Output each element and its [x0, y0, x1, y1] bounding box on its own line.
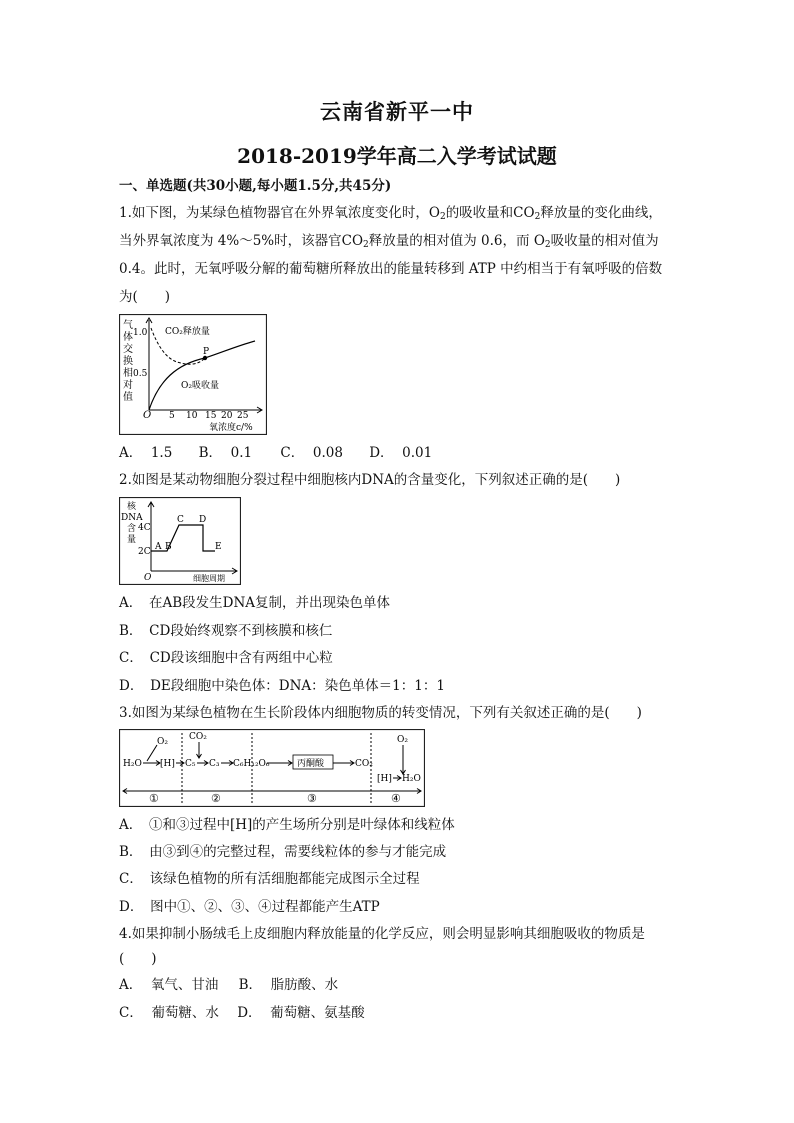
- q1-stem-line3: 0.4。此时，无氧呼吸分解的葡萄糖所释放出的能量转移到 ATP 中约相当于有氧呼吸的倍数: [119, 261, 663, 277]
- svg-text:相: 相: [123, 368, 133, 379]
- q3-pyruvate: 丙酮酸: [297, 759, 325, 769]
- q1-x-tick: 15: [205, 411, 217, 421]
- q1-options: [119, 443, 432, 463]
- q1-option-b[interactable]: B． 0.1: [198, 445, 253, 461]
- q3-o2-right: O₂: [397, 735, 408, 745]
- q1-gas-exchange-figure: [119, 314, 267, 435]
- q3-h2o-right: H₂O: [402, 774, 421, 784]
- q2-point-e: E: [215, 542, 222, 552]
- q1-option-d[interactable]: D． 0.01: [369, 445, 433, 461]
- exam-title: 2018-2019学年高二入学考试试题: [237, 144, 557, 168]
- q2-point-c: C: [177, 515, 184, 525]
- q1-y-tick-1: 1.0: [133, 328, 148, 338]
- q4-stem-blank: ( ): [119, 951, 157, 967]
- q1-co2-label: CO₂释放量: [165, 327, 210, 337]
- q2-y-label-4: 量: [127, 535, 137, 545]
- q2-point-d: D: [199, 515, 207, 525]
- q2-tick-4c: 4C: [138, 523, 151, 533]
- q1-point-p-label: P: [203, 347, 210, 357]
- q1-option-c[interactable]: C． 0.08: [280, 445, 343, 461]
- q3-h2o-left: H₂O: [123, 759, 142, 769]
- q1-y-tick-05: 0.5: [133, 369, 148, 379]
- section-heading: 一、单选题(共30小题,每小题1.5分,共45分): [119, 178, 392, 194]
- q3-option-d[interactable]: D． 图中①、②、③、④过程都能产生ATP: [119, 899, 380, 915]
- q1-stem-line2: 当外界氧浓度为 4%～5%时，该器官$CO_2$释放量的相对值为 0.6，而 $O_2$吸收量的相对值为: [119, 233, 659, 250]
- q4-option-d[interactable]: D． 葡萄糖、氨基酸: [237, 1005, 365, 1021]
- q2-x-axis-label: 细胞周期: [193, 574, 225, 583]
- q3-stage-2: ②: [211, 792, 221, 805]
- q3-c3: C₃: [209, 759, 220, 769]
- q1-y-axis-label: [123, 319, 133, 403]
- q1-x-tick: 10: [186, 411, 198, 421]
- q3-stage-3: ③: [307, 792, 317, 805]
- q3-c5: C₅: [185, 759, 196, 769]
- q2-y-label-2: DNA: [121, 513, 143, 523]
- q1-stem-line1: 1.如下图，为某绿色植物器官在外界氧浓度变化时，$O_2$的吸收量和$CO_2$释放量的变化曲线，: [119, 205, 662, 222]
- q3-co2-top: CO₂: [189, 732, 207, 742]
- q1-origin: O: [143, 410, 152, 421]
- q4-option-c[interactable]: C． 葡萄糖、水: [119, 1005, 219, 1021]
- q2-stem: 2.如图是某动物细胞分裂过程中细胞核内DNA的含量变化，下列叙述正确的是( ): [119, 472, 621, 488]
- svg-text:值: 值: [123, 392, 133, 403]
- q2-origin: O: [144, 573, 152, 583]
- svg-text:对: 对: [123, 380, 133, 391]
- q2-y-label-1: 核: [127, 502, 137, 512]
- q3-glucose: C₆H₁₂O₆: [233, 759, 270, 769]
- q3-co2-right: CO₂: [355, 759, 373, 769]
- q2-option-c[interactable]: C． CD段该细胞中含有两组中心粒: [119, 650, 333, 666]
- q1-stem-line4: 为( ): [119, 289, 171, 305]
- q4-options-row2: [119, 1003, 365, 1023]
- svg-text:交: 交: [123, 344, 133, 355]
- q3-stem: 3.如图为某绿色植物在生长阶段体内细胞物质的转变情况，下列有关叙述正确的是( ): [119, 705, 642, 721]
- q4-stem: 4.如果抑制小肠绒毛上皮细胞内释放能量的化学反应，则会明显影响其细胞吸收的物质是: [119, 926, 645, 942]
- q1-x-tick: 25: [237, 411, 249, 421]
- q1-o2-label: O₂吸收量: [181, 381, 219, 391]
- q1-option-a[interactable]: A． 1.5: [119, 445, 173, 461]
- q2-dna-figure: [119, 497, 241, 585]
- q3-metabolism-figure: [119, 729, 425, 807]
- q2-point-a: A: [155, 542, 162, 552]
- q2-option-b[interactable]: B． CD段始终观察不到核膜和核仁: [119, 623, 333, 639]
- q3-option-b[interactable]: B． 由③到④的完整过程，需要线粒体的参与才能完成: [119, 844, 447, 860]
- q1-x-tick: 5: [169, 411, 175, 421]
- q2-option-a[interactable]: A． 在AB段发生DNA复制，并出现染色单体: [119, 595, 391, 611]
- q3-h-left: [H]: [160, 759, 175, 769]
- q3-h-right: [H]: [377, 774, 392, 784]
- q4-options-row1: [119, 975, 338, 995]
- q2-tick-2c: 2C: [138, 547, 151, 557]
- q3-stage-1: ①: [149, 792, 159, 805]
- q3-option-a[interactable]: A． ①和③过程中[H]的产生场所分别是叶绿体和线粒体: [119, 817, 455, 833]
- q3-stage-4: ④: [391, 792, 401, 805]
- svg-text:换: 换: [123, 356, 133, 367]
- q1-x-tick: 20: [221, 411, 233, 421]
- q3-option-c[interactable]: C． 该绿色植物的所有活细胞都能完成图示全过程: [119, 871, 420, 887]
- q4-option-b[interactable]: B． 脂肪酸、水: [238, 977, 339, 993]
- q4-option-a[interactable]: A． 氧气、甘油: [119, 977, 219, 993]
- q2-point-b: B: [165, 542, 172, 552]
- svg-text:体: 体: [123, 332, 133, 343]
- q3-o2-top: O₂: [157, 737, 168, 747]
- q1-x-axis-label: 氧浓度c/%: [209, 423, 253, 433]
- school-title: 云南省新平一中: [320, 99, 474, 124]
- q2-y-label-3: 含: [127, 524, 137, 534]
- svg-text:气: 气: [123, 320, 133, 331]
- q2-option-d[interactable]: D． DE段细胞中染色体：DNA：染色单体＝1：1：1: [119, 678, 445, 694]
